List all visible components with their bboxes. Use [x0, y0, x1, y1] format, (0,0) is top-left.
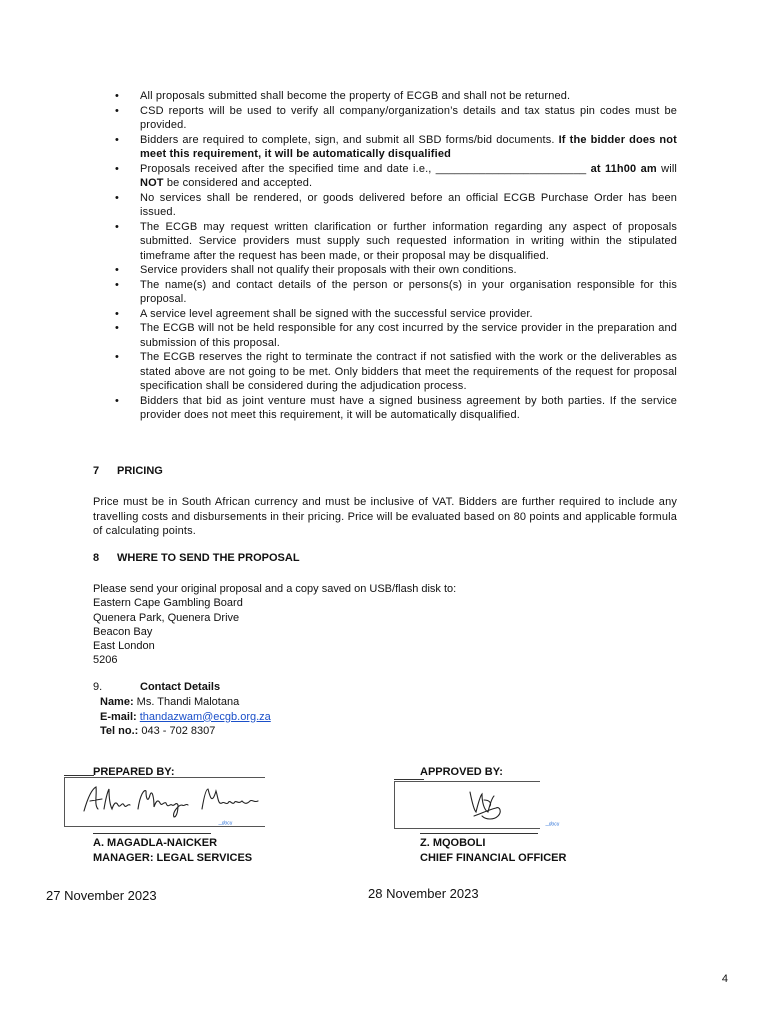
- conditions-list: [115, 89, 677, 423]
- page-number: 4: [721, 973, 728, 985]
- list-item: • All proposals submitted shall become the property of ECGB and shall not be returned.: [115, 89, 677, 104]
- list-item: • Service providers shall not qualify their proposals with their own conditions.: [115, 263, 677, 278]
- list-item: • Proposals received after the specified time and date i.e., ________________________ at 11h00 am will NOT be considered and accepted.: [115, 162, 677, 191]
- preparer-name: A. MAGADLA-NAICKER: [93, 837, 218, 849]
- address-line: Beacon Bay: [93, 625, 153, 638]
- preparer-details: [93, 836, 252, 865]
- address-line: Quenera Park, Quenera Drive: [93, 611, 240, 624]
- prepared-by-label: PREPARED BY:: [93, 766, 175, 778]
- list-item: • The name(s) and contact details of the person or persons(s) in your organisation responsible for this proposal.: [115, 278, 677, 307]
- signature-icon: [460, 786, 508, 824]
- address-line: 5206: [93, 654, 118, 667]
- preparer-title: MANAGER: LEGAL SERVICES: [93, 851, 253, 864]
- address-line: Please send your original proposal and a copy saved on USB/flash disk to:: [93, 583, 457, 595]
- contact-phone: 043 - 702 8307: [138, 725, 216, 737]
- section-8-heading: 8 WHERE TO SEND THE PROPOSAL: [93, 552, 300, 564]
- list-item: • The ECGB will not be held responsible for any cost incurred by the service provider in the preparation and submission of this proposal.: [115, 321, 677, 350]
- signature-text: Akhona Magadla Naicker: [78, 783, 90, 784]
- address-line: East London: [93, 640, 155, 653]
- list-item: • CSD reports will be used to verify all company/organization’s details and tax status pin codes must be provided.: [115, 104, 677, 133]
- postal-address: [93, 582, 456, 668]
- prepared-date: 27 November 2023: [46, 888, 157, 903]
- approver-title: CHIEF FINANCIAL OFFICER: [420, 851, 567, 864]
- pricing-paragraph: Price must be in South African currency and must be inclusive of VAT. Bidders are further required to include any travelling costs and disbursements in their pricing. Price will be evaluated based on 80 points and applicable formula of calculating points.: [93, 496, 677, 537]
- signature-line: [420, 833, 538, 834]
- signature-icon: [78, 783, 268, 819]
- address-line: Eastern Cape Gambling Board: [93, 597, 243, 610]
- signature-line: [93, 833, 211, 834]
- approved-date: 28 November 2023: [368, 886, 479, 901]
- approver-details: [420, 836, 566, 865]
- list-item: • No services shall be rendered, or goods delivered before an official ECGB Purchase Order has been issued.: [115, 191, 677, 220]
- contact-details: Name: Ms. Thandi Malotana E-mail: thandazwam@ecgb.org.za Tel no.: 043 - 702 8307: [100, 696, 271, 737]
- section-9-heading: 9. Contact Details: [93, 681, 221, 693]
- approver-name: Z. MQOBOLI: [420, 837, 486, 849]
- list-item: • The ECGB reserves the right to terminate the contract if not satisfied with the work or the deliverables as stated above are not going to be met. Only bidders that meet the requirements of the request for proposal specification shall be considered during the adjudication process.: [115, 350, 677, 394]
- list-item: • A service level agreement shall be signed with the successful service provider.: [115, 307, 677, 322]
- approved-by-label: APPROVED BY:: [420, 766, 503, 778]
- docusign-mark: ⎯ᵈᵒᶜᵘ: [545, 822, 560, 829]
- contact-email-link[interactable]: thandazwam@ecgb.org.za: [139, 710, 271, 723]
- signature-stamp: ﾠ: [68, 778, 73, 784]
- contact-name: Ms. Thandi Malotana: [133, 696, 240, 708]
- section-7-heading: 7 PRICING: [93, 465, 163, 477]
- list-item: • Bidders that bid as joint venture must have a signed business agreement by both parties. If the service provider does not meet this requirement, it will be automatically disqualified.: [115, 394, 677, 423]
- list-item: • Bidders are required to complete, sign, and submit all SBD forms/bid documents. If the bidder does not meet this requirement, it will be automatically disqualified: [115, 133, 677, 162]
- docusign-mark: ⎯ᵈᵒᶜᵘ: [218, 821, 233, 828]
- divider: [64, 775, 94, 776]
- list-item: • The ECGB may request written clarification or further information regarding any aspect of proposals submitted. Service providers must supply such requested information in writing within the stipulated timeframe after the request has been made, or their proposal may be disqualified.: [115, 220, 677, 264]
- divider: [394, 779, 424, 780]
